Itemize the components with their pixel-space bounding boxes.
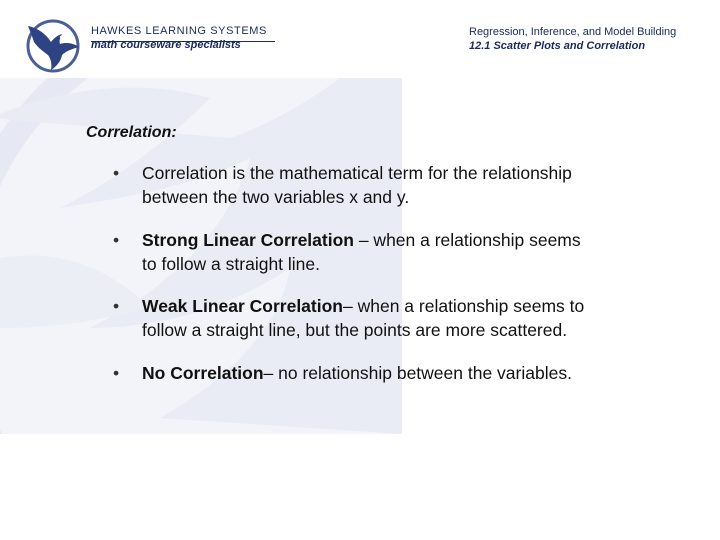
brand-tagline: math courseware specialists	[91, 39, 241, 51]
brand-name: HAWKES LEARNING SYSTEMS	[91, 25, 267, 37]
bullet-term: Weak Linear Correlation	[142, 296, 343, 316]
bullet-dot: •	[113, 363, 120, 383]
chapter-title: Regression, Inference, and Model Building	[469, 26, 677, 38]
bullet-text: Correlation is the mathematical term for the relationship between the two variables x and y.	[142, 163, 572, 207]
section-title: 12.1 Scatter Plots and Correlation	[469, 40, 646, 52]
bullet-dot: •	[113, 163, 120, 183]
bullet-item	[113, 228, 593, 276]
chapter-block	[469, 25, 676, 53]
bullet-item	[113, 294, 593, 342]
bullet-list	[113, 161, 593, 385]
slide-title: Correlation:	[86, 124, 177, 141]
bullet-dot: •	[113, 230, 120, 250]
bullet-term: No Correlation	[142, 363, 264, 383]
bullet-text: – no relationship between the variables.	[263, 363, 572, 383]
bullet-text: – when a relationship seems to follow a straight line, but the points are more scattered.	[142, 296, 585, 340]
bullet-term: Strong Linear Correlation	[142, 230, 354, 250]
eagle-logo-icon	[24, 18, 82, 74]
bullet-item	[113, 161, 593, 209]
bullet-item	[113, 361, 593, 385]
bullet-dot: •	[113, 296, 120, 316]
bullet-text: – when a relationship seems to follow a straight line.	[142, 230, 581, 274]
